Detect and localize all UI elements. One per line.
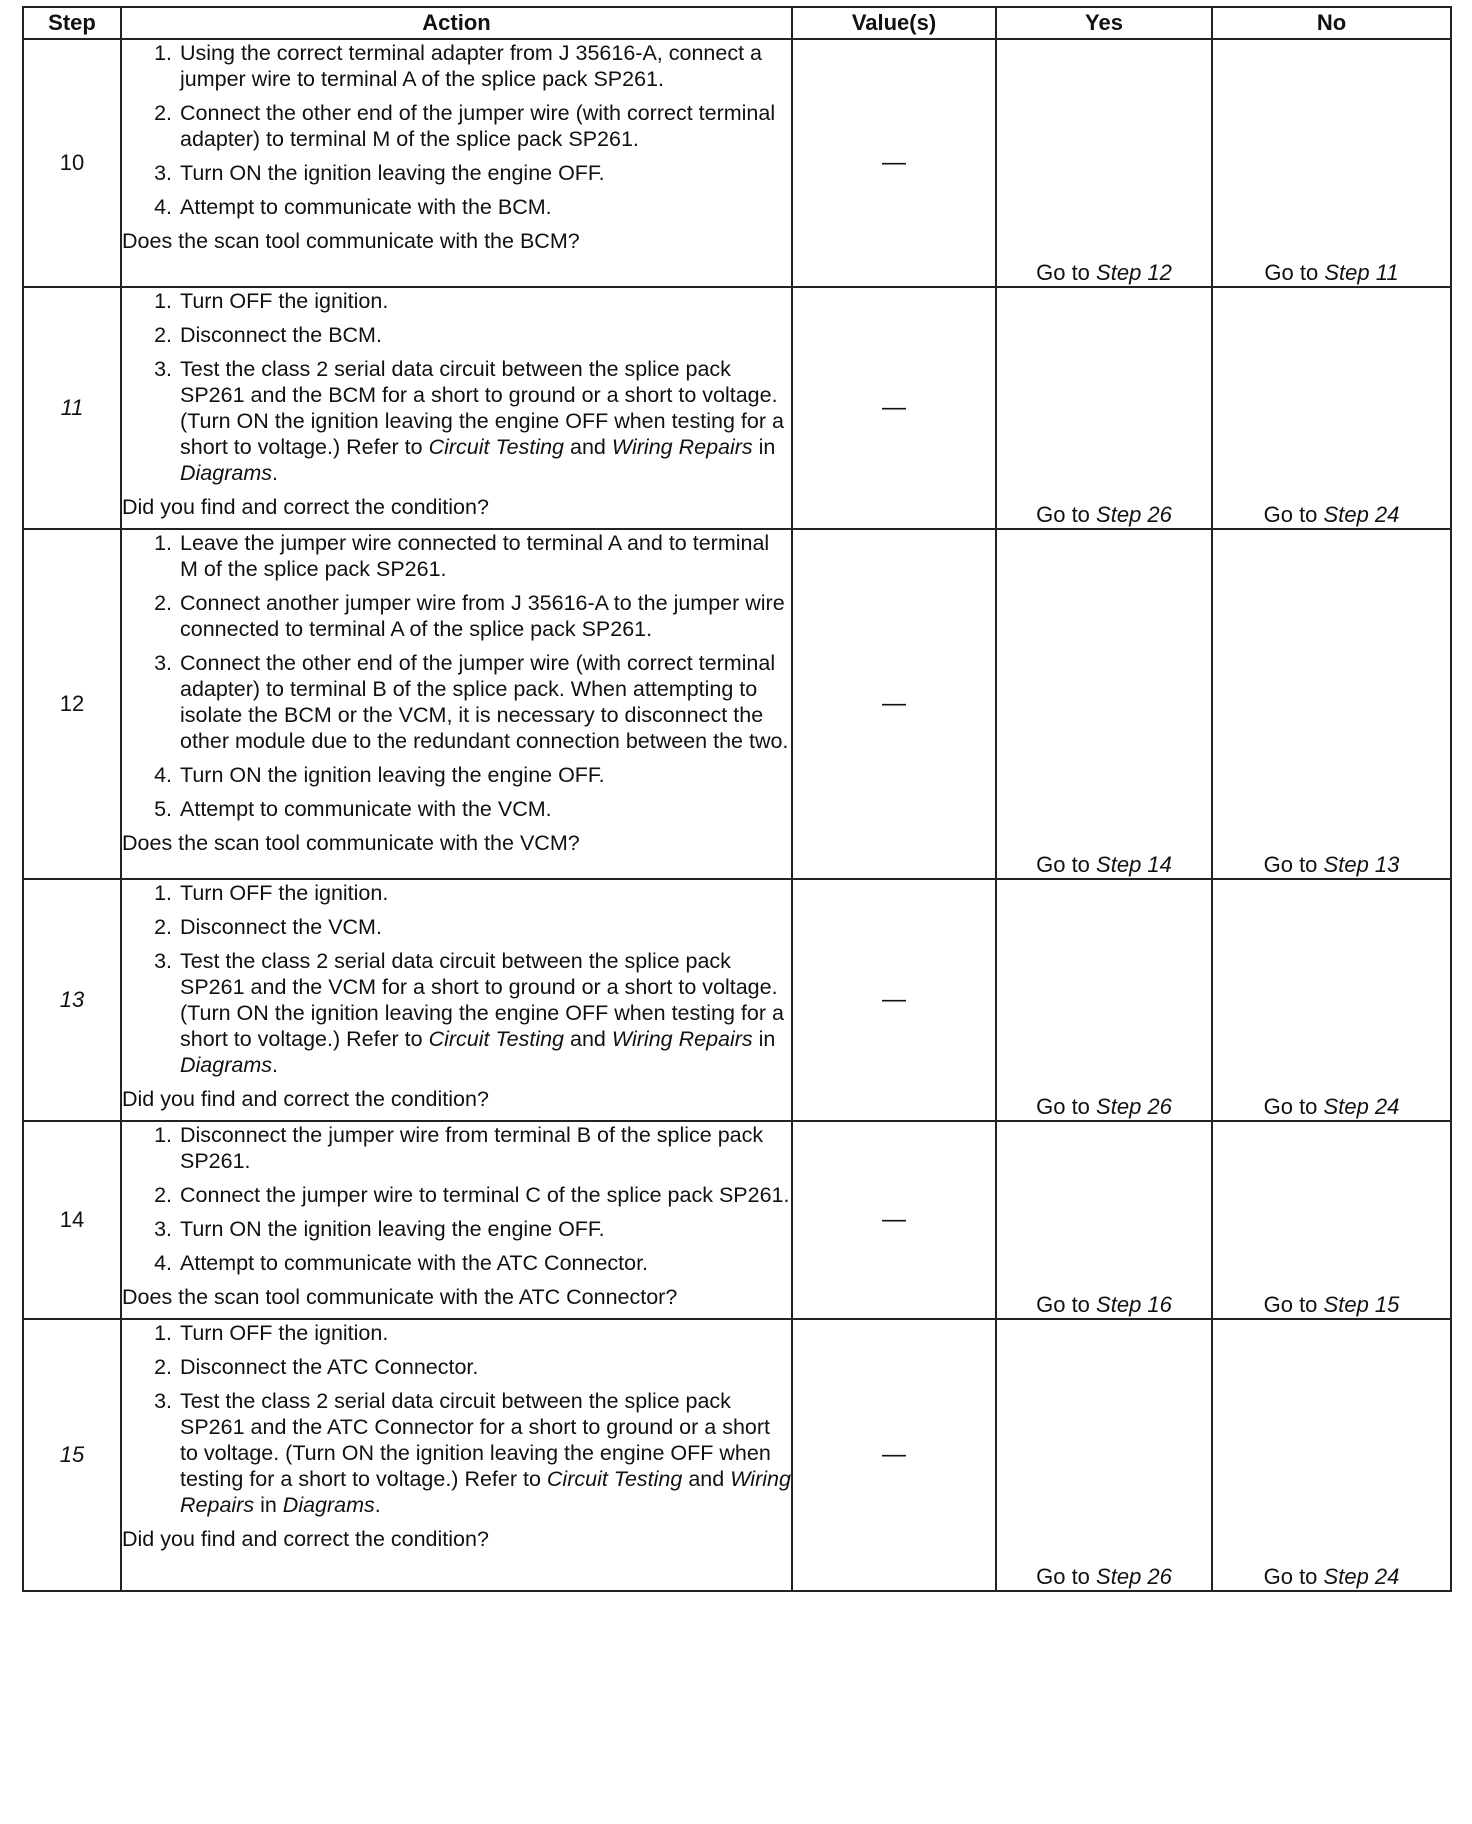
header-yes: Yes bbox=[996, 7, 1212, 39]
goto-step-no: Step 24 bbox=[1323, 502, 1400, 527]
reference-circuit-testing: Circuit Testing bbox=[428, 435, 565, 459]
action-step: 2. Disconnect the ATC Connector. bbox=[178, 1354, 791, 1380]
preposition-text: in bbox=[758, 1027, 776, 1051]
no-result-cell bbox=[1212, 287, 1451, 529]
header-no: No bbox=[1212, 7, 1451, 39]
action-step: 2. Disconnect the VCM. bbox=[178, 914, 791, 940]
header-row bbox=[23, 7, 1451, 39]
step-question: Does the scan tool communicate with the VCM? bbox=[122, 831, 580, 855]
conjunction-text: and bbox=[688, 1467, 725, 1491]
goto-label: Go to bbox=[1036, 1094, 1090, 1119]
action-step: 4. Attempt to communicate with the ATC Connector. bbox=[178, 1250, 791, 1276]
yes-result-cell bbox=[996, 529, 1212, 879]
action-step: 2. Connect the other end of the jumper wire (with correct terminal adapter) to terminal M of the splice pack SP261. bbox=[178, 100, 791, 152]
goto-step-yes: Step 26 bbox=[1096, 1094, 1172, 1119]
yes-result-cell bbox=[996, 1121, 1212, 1319]
goto-label: Go to bbox=[1263, 1564, 1318, 1589]
action-text: Test the class 2 serial data circuit between the splice pack SP261 and the VCM for a short to ground or a short to voltage. (Turn ON the ignition leaving the engine OFF when testing for a short to voltage.) bbox=[180, 949, 784, 1051]
action-step bbox=[178, 948, 791, 1078]
refer-text: Refer to bbox=[346, 1027, 423, 1051]
action-cell bbox=[121, 1121, 792, 1319]
action-cell bbox=[121, 879, 792, 1121]
diagnostic-procedure-table bbox=[22, 6, 1452, 1592]
action-steps bbox=[122, 530, 791, 822]
no-result-cell bbox=[1212, 879, 1451, 1121]
step-number: 12 bbox=[23, 529, 121, 879]
action-steps bbox=[122, 1122, 791, 1276]
yes-result-cell bbox=[996, 879, 1212, 1121]
reference-wiring-repairs: Wiring Repairs bbox=[611, 1027, 753, 1051]
action-cell bbox=[121, 287, 792, 529]
action-step: 1. Turn OFF the ignition. bbox=[178, 288, 791, 314]
no-result-cell bbox=[1212, 529, 1451, 879]
value-cell: — bbox=[792, 879, 996, 1121]
step-question: Did you find and correct the condition? bbox=[122, 1087, 489, 1111]
action-cell bbox=[121, 39, 792, 287]
step-question: Does the scan tool communicate with the ATC Connector? bbox=[122, 1285, 678, 1309]
goto-label: Go to bbox=[1263, 502, 1318, 527]
action-step: 1. Turn OFF the ignition. bbox=[178, 1320, 791, 1346]
preposition-text: in bbox=[260, 1493, 277, 1517]
table-row bbox=[23, 287, 1451, 529]
action-step bbox=[178, 1388, 791, 1518]
conjunction-text: and bbox=[570, 1027, 606, 1051]
header-action: Action bbox=[121, 7, 792, 39]
action-text: Test the class 2 serial data circuit between the splice pack SP261 and the BCM for a short to ground or a short to voltage. (Turn ON the ignition leaving the engine OFF when testing for a short to voltage.) bbox=[180, 357, 784, 459]
goto-step-no: Step 15 bbox=[1323, 1292, 1400, 1317]
action-step: 1. Using the correct terminal adapter from J 35616-A, connect a jumper wire to terminal A of the splice pack SP261. bbox=[178, 40, 791, 92]
value-cell: — bbox=[792, 39, 996, 287]
punctuation: . bbox=[374, 1493, 381, 1517]
action-step: 3. Turn ON the ignition leaving the engine OFF. bbox=[178, 160, 791, 186]
reference-circuit-testing: Circuit Testing bbox=[546, 1467, 683, 1491]
action-step: 1. Disconnect the jumper wire from terminal B of the splice pack SP261. bbox=[178, 1122, 791, 1174]
preposition-text: in bbox=[758, 435, 776, 459]
action-step: 1. Turn OFF the ignition. bbox=[178, 880, 791, 906]
refer-text: Refer to bbox=[464, 1467, 541, 1491]
step-number: 15 bbox=[23, 1319, 121, 1591]
punctuation: . bbox=[272, 461, 278, 485]
goto-label: Go to bbox=[1036, 502, 1090, 527]
goto-step-no: Step 24 bbox=[1323, 1094, 1400, 1119]
action-step: 4. Turn ON the ignition leaving the engine OFF. bbox=[178, 762, 791, 788]
goto-step-no: Step 11 bbox=[1324, 260, 1399, 285]
table-row bbox=[23, 1319, 1451, 1591]
goto-step-no: Step 24 bbox=[1323, 1564, 1400, 1589]
table-row bbox=[23, 1121, 1451, 1319]
reference-diagrams: Diagrams bbox=[180, 461, 272, 485]
no-result-cell bbox=[1212, 1121, 1451, 1319]
step-number: 11 bbox=[23, 287, 121, 529]
step-number: 14 bbox=[23, 1121, 121, 1319]
action-steps bbox=[122, 880, 791, 1078]
goto-step-yes: Step 26 bbox=[1096, 502, 1172, 527]
yes-result-cell bbox=[996, 1319, 1212, 1591]
header-step: Step bbox=[23, 7, 121, 39]
action-steps bbox=[122, 288, 791, 486]
goto-label: Go to bbox=[1036, 852, 1090, 877]
goto-step-no: Step 13 bbox=[1323, 852, 1400, 877]
action-step: 1. Leave the jumper wire connected to terminal A and to terminal M of the splice pack SP261. bbox=[178, 530, 791, 582]
goto-step-yes: Step 12 bbox=[1096, 260, 1172, 285]
action-step: 4. Attempt to communicate with the BCM. bbox=[178, 194, 791, 220]
header-values: Value(s) bbox=[792, 7, 996, 39]
action-cell bbox=[121, 529, 792, 879]
action-step: 3. Connect the other end of the jumper wire (with correct terminal adapter) to terminal B of the splice pack. When attempting to isolate the BCM or the VCM, it is necessary to disconnect the other module due to the redundant connection between the two. bbox=[178, 650, 791, 754]
value-cell: — bbox=[792, 529, 996, 879]
reference-diagrams: Diagrams bbox=[180, 1053, 272, 1077]
action-cell bbox=[121, 1319, 792, 1591]
step-question: Did you find and correct the condition? bbox=[122, 495, 489, 519]
reference-wiring-repairs: Wiring Repairs bbox=[611, 435, 753, 459]
reference-circuit-testing: Circuit Testing bbox=[428, 1027, 565, 1051]
yes-result-cell bbox=[996, 287, 1212, 529]
action-step: 3. Turn ON the ignition leaving the engine OFF. bbox=[178, 1216, 791, 1242]
goto-label: Go to bbox=[1036, 260, 1090, 285]
step-question: Did you find and correct the condition? bbox=[122, 1527, 489, 1551]
action-step: 2. Connect the jumper wire to terminal C of the splice pack SP261. bbox=[178, 1182, 791, 1208]
yes-result-cell bbox=[996, 39, 1212, 287]
goto-label: Go to bbox=[1036, 1292, 1090, 1317]
action-step: 2. Disconnect the BCM. bbox=[178, 322, 791, 348]
value-cell: — bbox=[792, 287, 996, 529]
goto-step-yes: Step 14 bbox=[1096, 852, 1172, 877]
refer-text: Refer to bbox=[346, 435, 423, 459]
no-result-cell bbox=[1212, 1319, 1451, 1591]
action-step: 5. Attempt to communicate with the VCM. bbox=[178, 796, 791, 822]
action-steps bbox=[122, 40, 791, 220]
value-cell: — bbox=[792, 1319, 996, 1591]
reference-wiring-repairs: Wiring Repairs bbox=[180, 1467, 791, 1517]
goto-label: Go to bbox=[1263, 852, 1318, 877]
no-result-cell bbox=[1212, 39, 1451, 287]
action-step bbox=[178, 356, 791, 486]
table-row bbox=[23, 879, 1451, 1121]
goto-step-yes: Step 26 bbox=[1096, 1564, 1172, 1589]
value-cell: — bbox=[792, 1121, 996, 1319]
action-steps bbox=[122, 1320, 791, 1518]
reference-diagrams: Diagrams bbox=[282, 1493, 375, 1517]
goto-step-yes: Step 16 bbox=[1096, 1292, 1172, 1317]
goto-label: Go to bbox=[1263, 1292, 1318, 1317]
step-question: Does the scan tool communicate with the BCM? bbox=[122, 229, 580, 253]
goto-label: Go to bbox=[1263, 1094, 1318, 1119]
action-step: 2. Connect another jumper wire from J 35616-A to the jumper wire connected to terminal A of the splice pack SP261. bbox=[178, 590, 791, 642]
punctuation: . bbox=[272, 1053, 278, 1077]
goto-label: Go to bbox=[1264, 260, 1319, 285]
goto-label: Go to bbox=[1036, 1564, 1090, 1589]
step-number: 13 bbox=[23, 879, 121, 1121]
conjunction-text: and bbox=[570, 435, 606, 459]
action-text: Test the class 2 serial data circuit between the splice pack SP261 and the ATC Connector for a short to ground or a short to voltage. (Turn ON the ignition leaving the engine OFF when testing for a short to voltage.) bbox=[180, 1389, 771, 1491]
table-row bbox=[23, 39, 1451, 287]
table-row bbox=[23, 529, 1451, 879]
step-number: 10 bbox=[23, 39, 121, 287]
